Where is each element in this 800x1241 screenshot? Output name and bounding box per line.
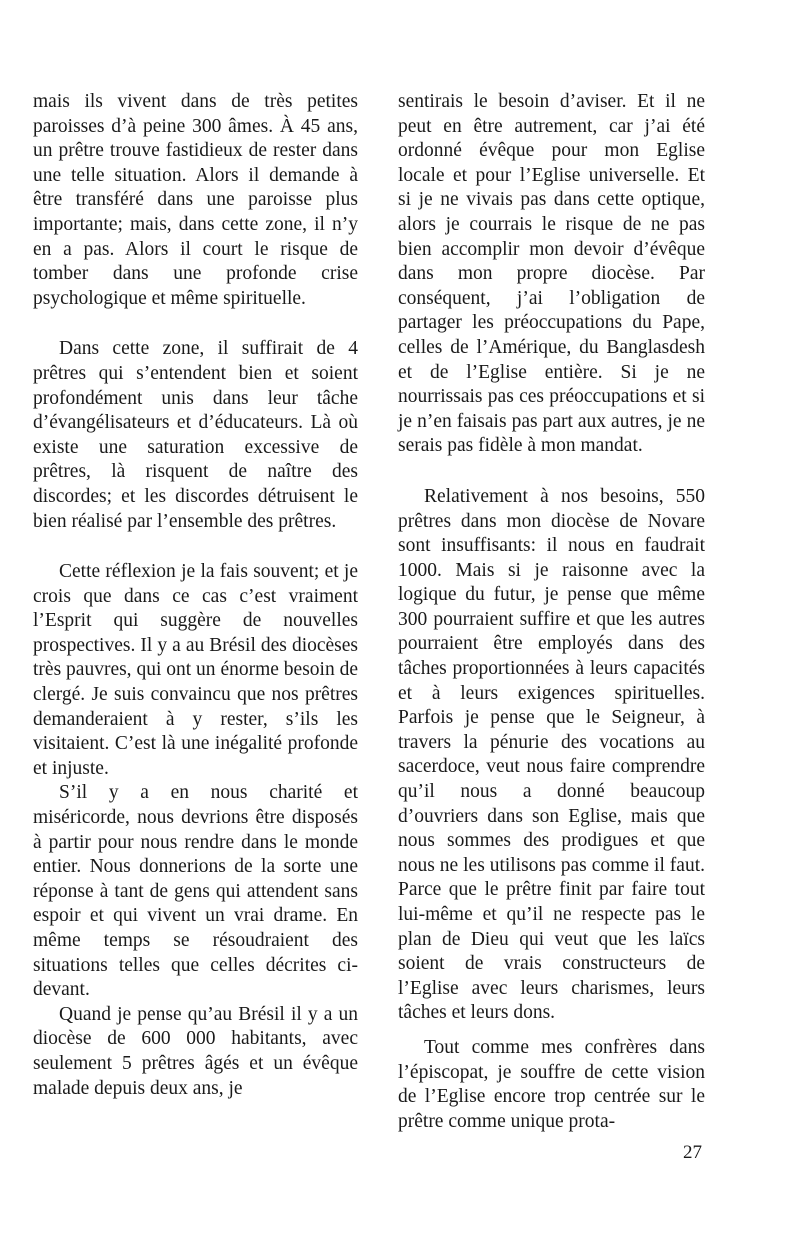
left-paragraph-5: Quand je pense qu’au Brésil il y a un diocèse de 600 000 habitants, avec seulement 5 prêtres âgés et un évêque malade depuis deux ans, je [33, 1003, 358, 1099]
left-paragraph-4: S’il y a en nous charité et miséricorde, nous devrions être disposés à partir pour nous rendre dans le monde entier. Nous donnerions de la sorte une réponse à tant de gens qui attendent sans espoir et qui vivent un vrai drame. En même temps se résoudraient des situations telles que celles décrites ci-devant. [33, 782, 358, 1001]
right-paragraph-3: Tout comme mes confrères dans l’épiscopat, je souffre de cette vision de l’Eglise encore trop centrée sur le prêtre comme unique prota- [398, 1036, 705, 1132]
left-paragraph-2: Dans cette zone, il suffirait de 4 prêtres qui s’entendent bien et soient profondément unis dans leur tâche d’évangélisateurs et d’éducateurs. Là où existe une saturation excessive de prêtres, là risquent de naître des discordes; et les discordes détruisent le bien réalisé par l’ensemble des prêtres. [33, 338, 358, 532]
left-column [33, 90, 358, 1101]
page-number: 27 [683, 1142, 702, 1163]
right-column [398, 90, 705, 1134]
right-paragraph-2: Relativement à nos besoins, 550 prêtres dans mon diocèse de Novare sont insuffisants: il nous en faudrait 1000. Mais si je raisonne avec la logique du futur, je pense que même 300 pourraient suffire et que les autres pourraient être employés dans des tâches proportionnées à leurs capacités et à leurs exigences spirituelles. Parfois je pense que le Seigneur, à travers la pénurie des vocations au sacerdoce, veut nous faire comprendre qu’il nous a donné beaucoup d’ouvriers dans son Eglise, mais que nous sommes des prodigues et que nous ne les utilisons pas comme il faut. Parce que le prêtre finit par faire tout lui-même et qu’il ne respecte pas le plan de Dieu qui veut que les laïcs soient de vrais constructeurs de l’Eglise avec leurs charismes, leurs tâches et leurs dons. [398, 485, 705, 1024]
right-paragraph-1: sentirais le besoin d’aviser. Et il ne peut en être autrement, car j’ai été ordonné évêque pour mon Eglise locale et pour l’Eglise universelle. Et si je ne vivais pas dans cette optique, alors je courrais le risque de ne pas bien accomplir mon devoir d’évêque dans mon propre diocèse. Par conséquent, j’ai l’obligation de partager les préoccupations du Pape, celles de l’Amérique, du Banglasdesh et de l’Eglise entière. Si je ne nourrissais pas ces préoccupations et si je n’en faisais pas part aux autres, je ne serais pas fidèle à mon mandat. [398, 91, 705, 457]
left-paragraph-3: Cette réflexion je la fais souvent; et je crois que dans ce cas c’est vraiment l’Esprit qui suggère de nouvelles prospectives. Il y a au Brésil des diocèses très pauvres, qui ont un énorme besoin de clergé. Je suis convaincu que nos prêtres demanderaient à y rester, s’ils les visitaient. C’est là une inégalité profonde et injuste. [33, 561, 358, 779]
left-paragraph-1: mais ils vivent dans de très petites paroisses d’à peine 300 âmes. À 45 ans, un prêtre trouve fastidieux de rester dans une telle situation. Alors il demande à être transféré dans une paroisse plus importante; mais, dans cette zone, il n’y en a pas. Alors il court le risque de tomber dans une profonde crise psychologique et même spirituelle. [33, 91, 358, 309]
